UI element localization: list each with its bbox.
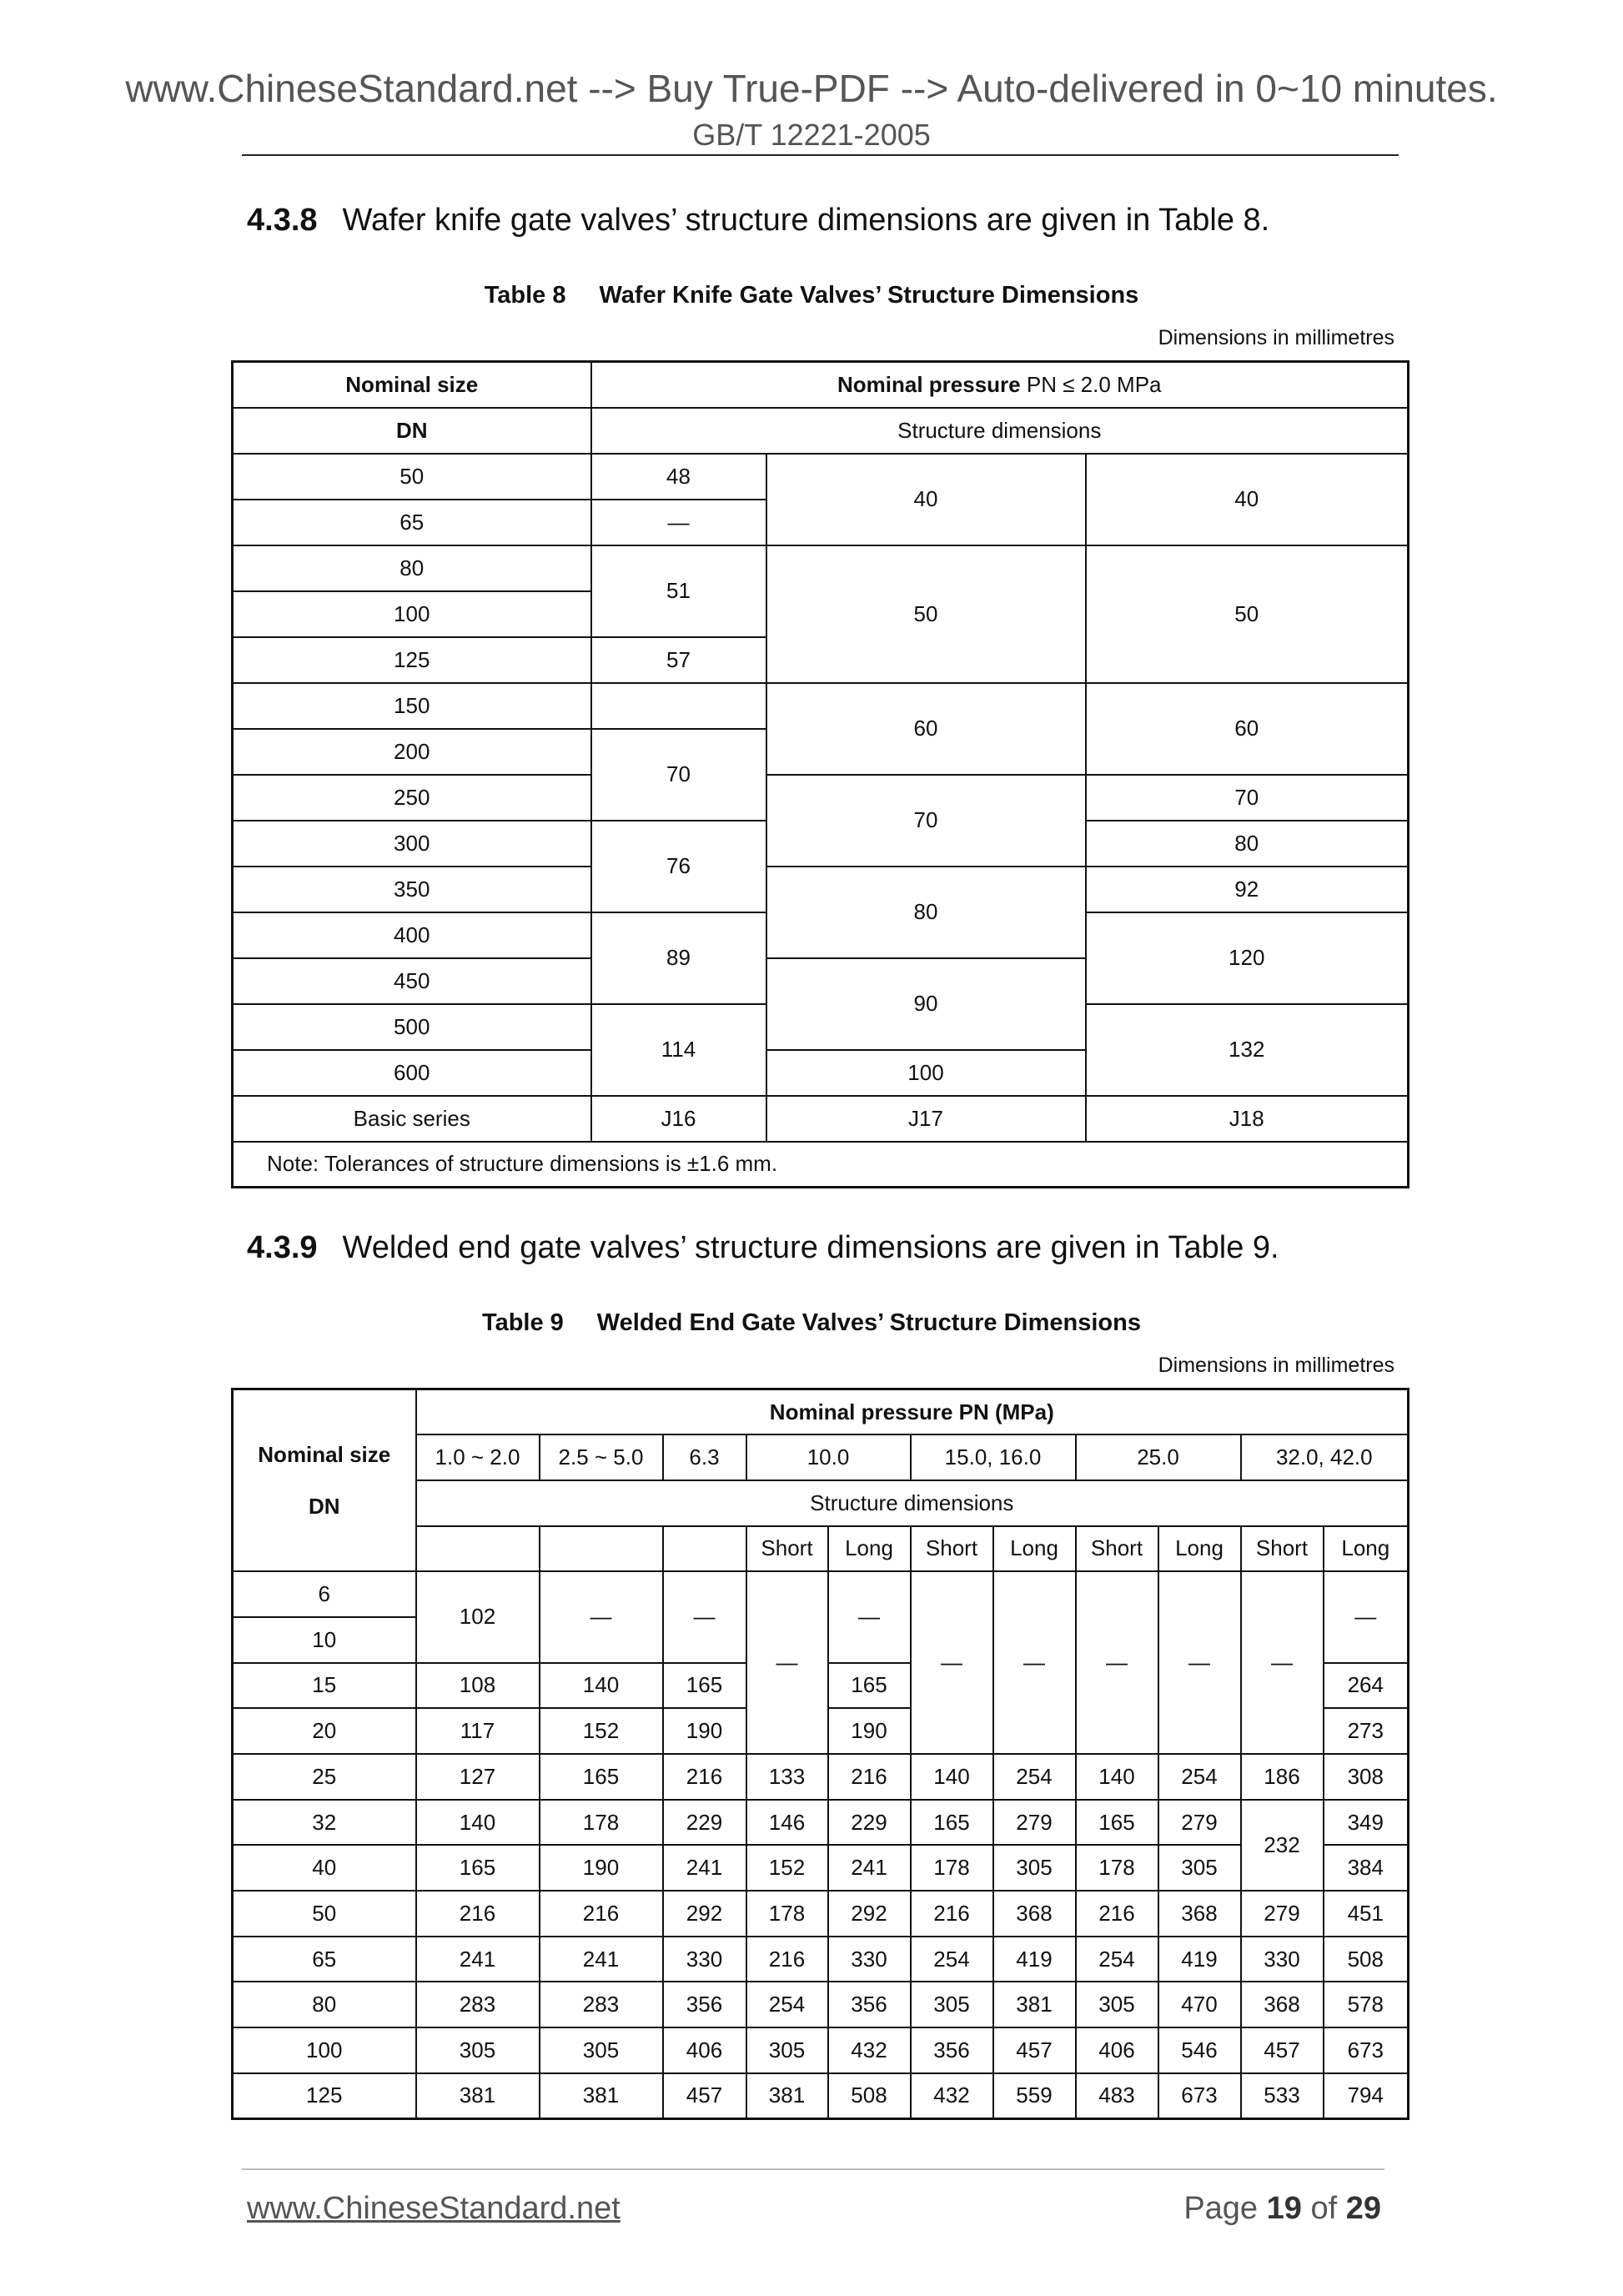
table9-units: Dimensions in millimetres <box>1158 1354 1394 1377</box>
table-cell: 132 <box>1086 1004 1409 1096</box>
table-cell: 15.0, 16.0 <box>911 1434 1076 1480</box>
table-cell: 254 <box>911 1937 993 1982</box>
table-cell: 381 <box>416 2073 540 2119</box>
table-cell: 546 <box>1158 2027 1241 2073</box>
table-cell: 292 <box>828 1891 911 1937</box>
table-cell: 330 <box>663 1937 746 1982</box>
table-cell: 40 <box>233 1845 416 1891</box>
table-cell: 40 <box>1086 454 1409 545</box>
table-cell: 140 <box>1076 1754 1158 1800</box>
table-cell: 451 <box>1324 1891 1409 1937</box>
table-cell: — <box>591 500 766 545</box>
table-cell: 432 <box>911 2073 993 2119</box>
table-cell: — <box>1241 1571 1324 1754</box>
table-cell: 450 <box>233 958 591 1004</box>
table-row <box>233 1845 1409 1891</box>
table-cell: — <box>1324 1571 1409 1662</box>
table-row <box>233 1800 1409 1846</box>
table-cell: 241 <box>663 1845 746 1891</box>
table-cell: 140 <box>540 1663 663 1709</box>
table-cell: 100 <box>233 591 591 637</box>
section-number: 4.3.9 <box>247 1230 318 1265</box>
table-cell: 349 <box>1324 1800 1409 1846</box>
table-cell: 60 <box>766 683 1086 775</box>
page-total: 29 <box>1345 2191 1381 2226</box>
table-cell: 51 <box>591 545 766 637</box>
table-cell: 146 <box>746 1800 828 1846</box>
table-cell: 190 <box>828 1708 911 1754</box>
table-cell: 500 <box>233 1004 591 1050</box>
page-number: 19 <box>1266 2191 1302 2226</box>
table8 <box>231 360 1409 1188</box>
table-row <box>233 545 1409 591</box>
table-cell: 350 <box>233 867 591 912</box>
table9-caption <box>0 1306 1623 1339</box>
table9-header-pressure: Nominal pressure PN (MPa) <box>416 1389 1409 1435</box>
table-cell: — <box>663 1571 746 1662</box>
table-cell: Short <box>1241 1526 1324 1572</box>
table-cell: 108 <box>416 1663 540 1709</box>
table8-note: Note: Tolerances of structure dimensions is ±1.6 mm. <box>233 1142 1409 1188</box>
table-cell: 250 <box>233 775 591 821</box>
table-cell: — <box>993 1571 1076 1754</box>
table-cell: 100 <box>233 2027 416 2073</box>
table-cell: 152 <box>540 1708 663 1754</box>
table-cell: 292 <box>663 1891 746 1937</box>
table-cell: 216 <box>540 1891 663 1937</box>
table-cell: 57 <box>591 637 766 683</box>
table-cell: 102 <box>416 1571 540 1662</box>
table-cell: 559 <box>993 2073 1076 2119</box>
table-cell: 80 <box>1086 821 1409 867</box>
table-cell: 50 <box>233 454 591 500</box>
table9 <box>231 1388 1409 2120</box>
table-row <box>233 2027 1409 2073</box>
table-cell: 305 <box>993 1845 1076 1891</box>
table-cell: 90 <box>766 958 1086 1050</box>
table-cell: 65 <box>233 1937 416 1982</box>
table-cell: 10 <box>233 1617 416 1663</box>
table8-header-nominal-size: Nominal size <box>233 362 591 408</box>
table-row <box>233 1982 1409 2027</box>
table-row <box>233 683 1409 729</box>
table-cell: 241 <box>828 1845 911 1891</box>
table-cell <box>540 1526 663 1572</box>
table-cell: Short <box>911 1526 993 1572</box>
table-cell: — <box>1076 1571 1158 1754</box>
table-cell: 381 <box>540 2073 663 2119</box>
table-cell: 419 <box>1158 1937 1241 1982</box>
table-cell: 125 <box>233 2073 416 2119</box>
table-cell: 254 <box>1076 1937 1158 1982</box>
table-cell: 70 <box>591 729 766 821</box>
table-cell: Short <box>746 1526 828 1572</box>
table-cell: 381 <box>993 1982 1076 2027</box>
table-cell: 533 <box>1241 2073 1324 2119</box>
table-cell: 50 <box>766 545 1086 683</box>
table-cell: 356 <box>828 1982 911 2027</box>
table-cell: 140 <box>911 1754 993 1800</box>
table8-caption-title: Wafer Knife Gate Valves’ Structure Dimensions <box>599 282 1139 309</box>
table-cell: Long <box>1158 1526 1241 1572</box>
table-cell: 305 <box>1158 1845 1241 1891</box>
table-cell: 483 <box>1076 2073 1158 2119</box>
table-cell: 305 <box>911 1982 993 2027</box>
table-cell: 406 <box>1076 2027 1158 2073</box>
table-cell: 381 <box>746 2073 828 2119</box>
table-cell: 308 <box>1324 1754 1409 1800</box>
table-cell: 254 <box>1158 1754 1241 1800</box>
table-cell: 368 <box>993 1891 1076 1937</box>
table-cell: 305 <box>746 2027 828 2073</box>
table-cell: — <box>911 1571 993 1754</box>
table-cell: 114 <box>591 1004 766 1096</box>
table-cell: 127 <box>416 1754 540 1800</box>
table-cell: 92 <box>1086 867 1409 912</box>
table8-header-pressure: Nominal pressure PN ≤ 2.0 MPa <box>591 362 1409 408</box>
table-cell: 229 <box>663 1800 746 1846</box>
table-cell: 80 <box>233 545 591 591</box>
table-cell: 457 <box>1241 2027 1324 2073</box>
table-row <box>233 775 1409 821</box>
table9-header-nominal-size: Nominal size DN <box>233 1389 416 1572</box>
table-cell: — <box>1158 1571 1241 1754</box>
table-cell: Short <box>1076 1526 1158 1572</box>
table-cell: 300 <box>233 821 591 867</box>
table-cell: 50 <box>233 1891 416 1937</box>
table-cell: 600 <box>233 1050 591 1096</box>
header-rule <box>242 154 1399 156</box>
table-cell: 32.0, 42.0 <box>1241 1434 1409 1480</box>
table-cell: 50 <box>1086 545 1409 683</box>
table-cell: 368 <box>1241 1982 1324 2027</box>
table-cell: 178 <box>911 1845 993 1891</box>
header-banner: www.ChineseStandard.net --> Buy True-PDF --> Auto-delivered in 0~10 minutes. <box>125 67 1498 110</box>
footer-rule <box>242 2168 1384 2170</box>
table-cell: 10.0 <box>746 1434 911 1480</box>
table-cell: 279 <box>993 1800 1076 1846</box>
table-cell: 470 <box>1158 1982 1241 2027</box>
table-cell: 305 <box>540 2027 663 2073</box>
table-cell: 2.5 ~ 5.0 <box>540 1434 663 1480</box>
table9-tail-rows <box>233 1891 1409 2118</box>
table-cell: 400 <box>233 912 591 958</box>
table-cell: 200 <box>233 729 591 775</box>
table-row <box>233 1142 1409 1188</box>
table-cell: 673 <box>1324 2027 1409 2073</box>
table-cell: 457 <box>993 2027 1076 2073</box>
table-cell: — <box>746 1571 828 1754</box>
table-cell: — <box>828 1571 911 1662</box>
table-cell: 165 <box>911 1800 993 1846</box>
table-cell: 216 <box>1076 1891 1158 1937</box>
table-cell: 76 <box>591 821 766 912</box>
table8-header-dn: DN <box>233 408 591 454</box>
table-row <box>233 2073 1409 2119</box>
table-cell: 330 <box>1241 1937 1324 1982</box>
table-cell: 254 <box>993 1754 1076 1800</box>
table8-units: Dimensions in millimetres <box>1158 326 1394 349</box>
table-cell: J16 <box>591 1096 766 1142</box>
table-row <box>233 1937 1409 1982</box>
table9-caption-number: Table 9 <box>482 1309 564 1336</box>
table-cell: 216 <box>911 1891 993 1937</box>
table-cell: 216 <box>663 1754 746 1800</box>
table-cell: Long <box>993 1526 1076 1572</box>
table-cell: 48 <box>591 454 766 500</box>
table-cell: 794 <box>1324 2073 1409 2119</box>
page-indicator: Page 19 of 29 <box>1183 2191 1381 2226</box>
table-cell: 432 <box>828 2027 911 2073</box>
section-number: 4.3.8 <box>247 203 318 238</box>
table-cell <box>663 1526 746 1572</box>
table-cell: 305 <box>416 2027 540 2073</box>
table-cell: 89 <box>591 912 766 1004</box>
table-cell: 140 <box>416 1800 540 1846</box>
table-cell: 356 <box>663 1982 746 2027</box>
table-row <box>233 1096 1409 1142</box>
table-row <box>233 454 1409 500</box>
table-cell: J17 <box>766 1096 1086 1142</box>
table-cell: 578 <box>1324 1982 1409 2027</box>
table-cell: 283 <box>540 1982 663 2027</box>
table-cell: 216 <box>746 1937 828 1982</box>
table-cell: 80 <box>766 867 1086 958</box>
table-cell: 216 <box>828 1754 911 1800</box>
table-cell: 279 <box>1241 1891 1324 1937</box>
table-cell: 264 <box>1324 1663 1409 1709</box>
table-row <box>233 408 1409 454</box>
table-cell <box>591 683 766 729</box>
table-cell: — <box>540 1571 663 1662</box>
table-cell: 229 <box>828 1800 911 1846</box>
table8-caption <box>0 279 1623 312</box>
table-cell: 508 <box>828 2073 911 2119</box>
table-cell: 241 <box>540 1937 663 1982</box>
table-cell: 165 <box>540 1754 663 1800</box>
table-cell: 40 <box>766 454 1086 545</box>
table-cell: 25 <box>233 1754 416 1800</box>
table-cell: 216 <box>416 1891 540 1937</box>
table9-header-structure: Structure dimensions <box>416 1480 1409 1526</box>
table-cell: 165 <box>416 1845 540 1891</box>
table-cell: Basic series <box>233 1096 591 1142</box>
section-4-3-9 <box>247 1228 1279 1268</box>
table-cell <box>416 1526 540 1572</box>
table-cell: 100 <box>766 1050 1086 1096</box>
table-cell: 6 <box>233 1571 416 1617</box>
table-cell: 508 <box>1324 1937 1409 1982</box>
table-cell: 178 <box>746 1891 828 1937</box>
table-cell: 419 <box>993 1937 1076 1982</box>
table-cell: 15 <box>233 1663 416 1709</box>
table-cell: 178 <box>1076 1845 1158 1891</box>
section-4-3-8 <box>247 200 1269 240</box>
table-cell: 6.3 <box>663 1434 746 1480</box>
table8-caption-number: Table 8 <box>484 282 566 309</box>
standard-number: GB/T 12221-2005 <box>692 118 931 152</box>
table-cell: 152 <box>746 1845 828 1891</box>
table-cell: Long <box>828 1526 911 1572</box>
table9-caption-title: Welded End Gate Valves’ Structure Dimensions <box>596 1309 1141 1336</box>
table-cell: 457 <box>663 2073 746 2119</box>
table-cell: J18 <box>1086 1096 1409 1142</box>
table-row <box>233 1891 1409 1937</box>
table-cell: 70 <box>1086 775 1409 821</box>
table-cell: 165 <box>828 1663 911 1709</box>
table-cell: 273 <box>1324 1708 1409 1754</box>
table-cell: 120 <box>1086 912 1409 1004</box>
section-text: Wafer knife gate valves’ structure dimensions are given in Table 8. <box>342 203 1270 238</box>
table-cell: 232 <box>1241 1800 1324 1891</box>
table-cell: 254 <box>746 1982 828 2027</box>
table-cell: 406 <box>663 2027 746 2073</box>
table-cell: 125 <box>233 637 591 683</box>
table-cell: 330 <box>828 1937 911 1982</box>
table-cell: 70 <box>766 775 1086 867</box>
table-cell: 65 <box>233 500 591 545</box>
table-cell: 283 <box>416 1982 540 2027</box>
section-text: Welded end gate valves’ structure dimensions are given in Table 9. <box>342 1230 1279 1265</box>
table-cell: 190 <box>663 1708 746 1754</box>
table-cell: 368 <box>1158 1891 1241 1937</box>
table-cell: 190 <box>540 1845 663 1891</box>
table-cell: 165 <box>1076 1800 1158 1846</box>
table-cell: 178 <box>540 1800 663 1846</box>
table-cell: 356 <box>911 2027 993 2073</box>
table-cell: 305 <box>1076 1982 1158 2027</box>
table-cell: 25.0 <box>1076 1434 1241 1480</box>
table-row <box>233 1571 1409 1617</box>
table8-header-structure: Structure dimensions <box>591 408 1409 454</box>
table-cell: 384 <box>1324 1845 1409 1891</box>
table-cell: 20 <box>233 1708 416 1754</box>
table-cell: 32 <box>233 1800 416 1846</box>
table-cell: 673 <box>1158 2073 1241 2119</box>
table-row <box>233 1754 1409 1800</box>
table-cell: Long <box>1324 1526 1409 1572</box>
footer-site-link[interactable]: www.ChineseStandard.net <box>247 2191 621 2226</box>
table-cell: 150 <box>233 683 591 729</box>
table-cell: 117 <box>416 1708 540 1754</box>
table-cell: 165 <box>663 1663 746 1709</box>
table-cell: 279 <box>1158 1800 1241 1846</box>
table-row <box>233 1389 1409 1435</box>
table-cell: 80 <box>233 1982 416 2027</box>
table-cell: 186 <box>1241 1754 1324 1800</box>
table-cell: 241 <box>416 1937 540 1982</box>
table-cell: 60 <box>1086 683 1409 775</box>
table-cell: 1.0 ~ 2.0 <box>416 1434 540 1480</box>
table-row <box>233 362 1409 408</box>
table-cell: 133 <box>746 1754 828 1800</box>
table-row <box>233 867 1409 912</box>
